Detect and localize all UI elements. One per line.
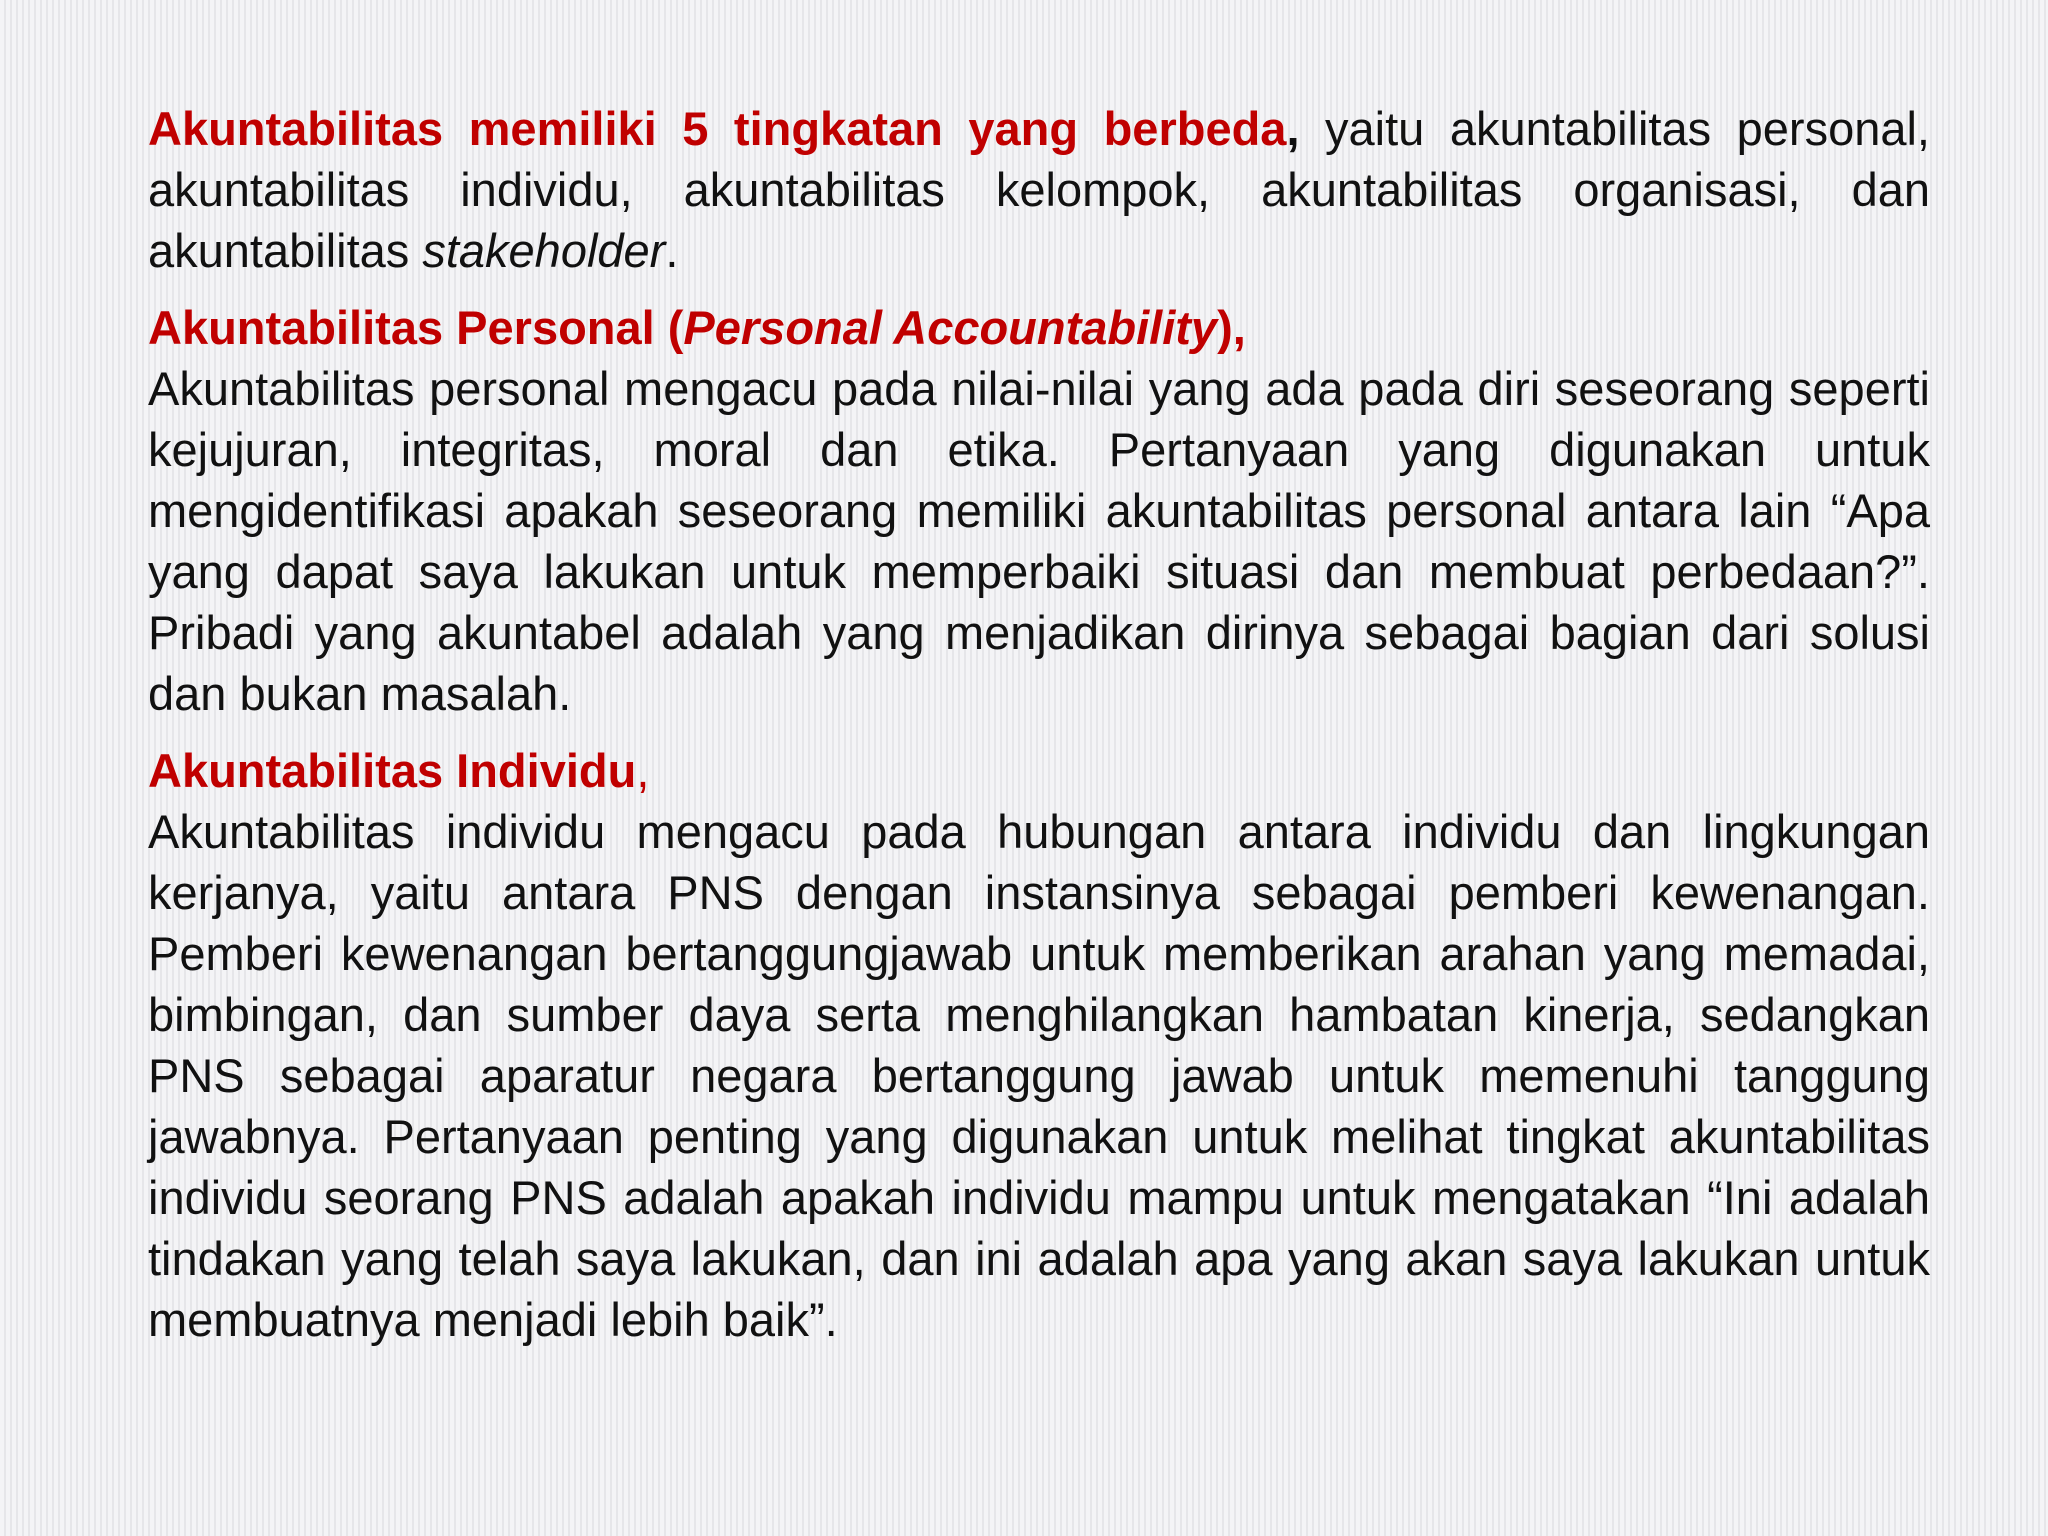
personal-heading (148, 297, 1930, 358)
individu-section (148, 740, 1930, 1350)
individu-heading (148, 740, 1930, 801)
personal-heading-start: Akuntabilitas Personal ( (148, 301, 684, 354)
slide-content (148, 98, 1930, 1366)
personal-heading-end: ), (1217, 301, 1246, 354)
intro-end: . (665, 224, 679, 277)
personal-body: Akuntabilitas personal mengacu pada nilai-nilai yang ada pada diri seseorang seperti kejujuran, integritas, moral dan etika. Pertanyaan yang digunakan untuk mengidentifikasi apakah seseorang memiliki akuntabilitas personal antara lain “Apa yang dapat saya lakukan untuk memperbaiki situasi dan membuat perbedaan?”. Pribadi yang akuntabel adalah yang menjadikan dirinya sebagai bagian dari solusi dan bukan masalah. (148, 362, 1930, 720)
individu-heading-text: Akuntabilitas Individu (148, 744, 637, 797)
personal-section (148, 297, 1930, 724)
individu-body: Akuntabilitas individu mengacu pada hubungan antara individu dan lingkungan kerjanya, yaitu antara PNS dengan instansinya sebagai pemberi kewenangan. Pemberi kewenangan bertanggungjawab untuk memberikan arahan yang memadai, bimbingan, dan sumber daya serta menghilangkan hambatan kinerja, sedangkan PNS sebagai aparatur negara bertanggung jawab untuk memenuhi tanggung jawabnya. Pertanyaan penting yang digunakan untuk melihat tingkat akuntabilitas individu seorang PNS adalah apakah individu mampu untuk mengatakan “Ini adalah tindakan yang telah saya lakukan, dan ini adalah apa yang akan saya lakukan untuk membuatnya menjadi lebih baik”. (148, 805, 1930, 1346)
individu-heading-end: , (636, 744, 650, 797)
intro-body: yaitu akuntabilitas personal, akuntabilitas individu, akuntabilitas kelompok, akuntabilitas organisasi, dan akuntabilitas (148, 102, 1930, 277)
intro-lead: Akuntabilitas memiliki 5 tingkatan yang berbeda (148, 102, 1287, 155)
personal-heading-italic: Personal Accountability (683, 301, 1218, 354)
intro-paragraph (148, 98, 1930, 281)
intro-comma: , (1286, 102, 1300, 155)
intro-italic-term: stakeholder (422, 224, 666, 277)
